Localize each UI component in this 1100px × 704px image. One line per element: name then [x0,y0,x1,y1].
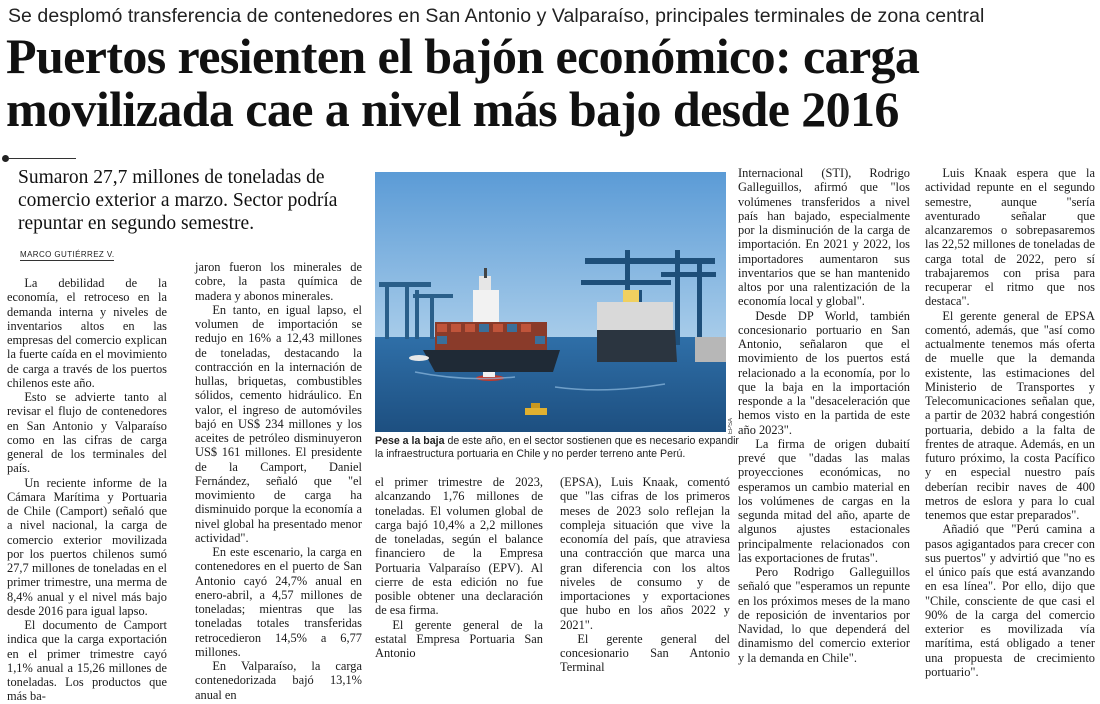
paragraph: El gerente general de la estatal Empresa Portuaria San Antonio [375,617,543,660]
port-photo [375,172,726,432]
article-headline [6,30,1098,136]
photo-caption [375,435,739,461]
paragraph: El documento de Camport indica que la carga exportación en el primer trimestre cayó 1,1% anual a 15,26 millones de toneladas. Los productos que más ba- [7,618,167,704]
paragraph: Desde DP World, también concesionario portuario en San Antonio, señalaron que el movimiento de los puertos está relacionado a la economía, por lo que la baja en la importación responde a la "desaceleración que hemos visto en la partida de este año 2023". [738,308,910,437]
text-column-2 [195,260,362,702]
paragraph: (EPSA), Luis Knaak, comentó que "las cifras de los primeros meses de 2023 solo reflejan la compleja situación que vive la economía del país, que atraviesa una contracción que marca una gran diferencia con los altos niveles de consumo y de importaciones y exportaciones que hubo en los años 2022 y 2021". [560,475,730,632]
headline-line: Puertos resienten el bajón económico: carga [6,28,920,84]
caption-text: de este año, en el sector sostienen que es necesario expandir [444,435,739,447]
paragraph: Pero Rodrigo Galleguillos señaló que "esperamos un repunte en los próximos meses de la mano de reposición de inventarios por Navidad, lo que dependerá del dinamismo del comercio exterior y la demanda en Chile". [738,565,910,665]
deck-line: repuntar en segundo semestre. [18,213,255,234]
separator-rule [8,158,76,159]
text-column-6 [925,166,1095,679]
article-deck [18,166,363,235]
deck-line: comercio exterior a marzo. Sector podría [18,190,338,211]
paragraph: Añadió que "Perú camina a pasos agigantados para crecer con sus puertos" y advirtió que "no es el único país que está avanzando en esa línea". Por ello, dijo que "Chile, consciente de que casi el 90% de la carga del comercio exterior es movilizada vía marítima, está obligado a tener una propuesta de crecimiento portuario". [925,522,1095,679]
paragraph: Internacional (STI), Rodrigo Galleguillos, afirmó que "los volúmenes transferidos a nivel país han bajado, especialmente por la disminución de la carga de importación. En 2021 y 2022, los importadores aumentaron sus inventarios que se han mantenido altos por una ralentización de la economía local y global". [738,166,910,309]
deck-line: Sumaron 27,7 millones de toneladas de [18,167,325,188]
caption-line [375,435,739,448]
paragraph: La debilidad de la economía, el retroceso en la demanda interna y niveles de inventarios altos en las empresas del comercio explican la fuerte caída en el movimiento de carga a través de los puertos chilenos este año. [7,276,167,390]
paragraph: En Valparaíso, la carga contenedorizada bajó 13,1% anual en [195,659,362,702]
paragraph: El gerente general del concesionario San Antonio Terminal [560,631,730,675]
paragraph: el primer trimestre de 2023, alcanzando 1,76 millones de toneladas. El volumen global de carga bajó 10,4% a 2,2 millones de toneladas, según el balance financiero de la Empresa Portuaria Valparaíso (EPV). Al cierre de esta edición no fue posible obtener una declaración de esa firma. [375,475,543,618]
caption-lead: Pese a la baja [375,435,445,447]
paragraph: En este escenario, la carga en contenedores en el puerto de San Antonio cayó 24,7% anual en enero-abril, a 4,57 millones de toneladas; mientras que las toneladas totales transferidas retrocedieron 14,5% a 6,77 millones. [195,545,362,659]
paragraph: Un reciente informe de la Cámara Marítima y Portuaria de Chile (Camport) señaló que a nivel nacional, la carga de comercio exterior movilizada por los puertos chilenos sumó 27,7 millones de toneladas en el primer trimestre, una merma de 8,4% anual y el nivel más bajo desde 2016 para igual lapso. [7,475,167,618]
container-port-illustration [375,172,726,432]
text-column-5 [738,166,910,665]
text-column-4 [560,475,730,675]
headline-line: movilizada cae a nivel más bajo desde 2016 [6,81,899,137]
paragraph: Luis Knaak espera que la actividad repunte en el segundo semestre, aunque "sería aventurado señalar que alcanzaremos o sobrepasaremos las 22,52 millones de toneladas de carga total de 2022, pero sí trabajaremos con prisa para recuperar el ritmo que nos destaca". [925,166,1095,309]
author-byline: MARCO GUTIÉRREZ V. [20,250,115,259]
paragraph: Esto se advierte tanto al revisar el flujo de contenedores en San Antonio y Valparaíso como en las cifras de carga general de los terminales del país. [7,390,167,476]
caption-line: la infraestructura portuaria en Chile y no perder terreno ante Perú. [375,448,686,460]
text-column-1 [7,276,167,704]
photo-credit: EPSA [728,418,734,435]
text-column-3 [375,475,543,660]
paragraph: El gerente general de EPSA comentó, además, que "así como actualmente tenemos más oferta de muelle que la demanda existente, las estimaciones del Ministerio de Transportes y Telecomunicaciones señalan que, a partir de 2032 habrá congestión portuaria, debido a la falta de frentes de atraque. Además, en un futuro próximo, la costa Pacífico y en especial nuestro país deberían recibir naves de 400 metros de eslora y para lo cual tenemos que estar preparados". [925,308,1095,522]
article-kicker: Se desplomó transferencia de contenedores en San Antonio y Valparaíso, principales terminales de zona central [8,5,985,27]
paragraph: jaron fueron los minerales de cobre, la pasta química de madera y abonos minerales. [195,260,362,303]
paragraph: La firma de origen dubaití prevé que "dadas las malas proyecciones económicas, no esperamos un cambio material en los volúmenes de cargas en la segunda mitad del año, aparte de algunos ajustes estacionales principalmente relacionados con las exportaciones de frutas". [738,436,910,565]
paragraph: En tanto, en igual lapso, el volumen de importación se redujo en 16% a 12,43 millones de toneladas, destacando la contracción en la internación de hullas, briquetas, combustibles sólidos, cemento hidráulico. En valor, el ingreso de automóviles bajó en US$ 234 millones y los aceites de petróleo disminuyeron US$ 161 millones. El presidente de la Camport, Daniel Fernández, señaló que "el movimiento de carga ha disminuido porque la economía a nivel global ha presentado menor actividad". [195,302,362,545]
